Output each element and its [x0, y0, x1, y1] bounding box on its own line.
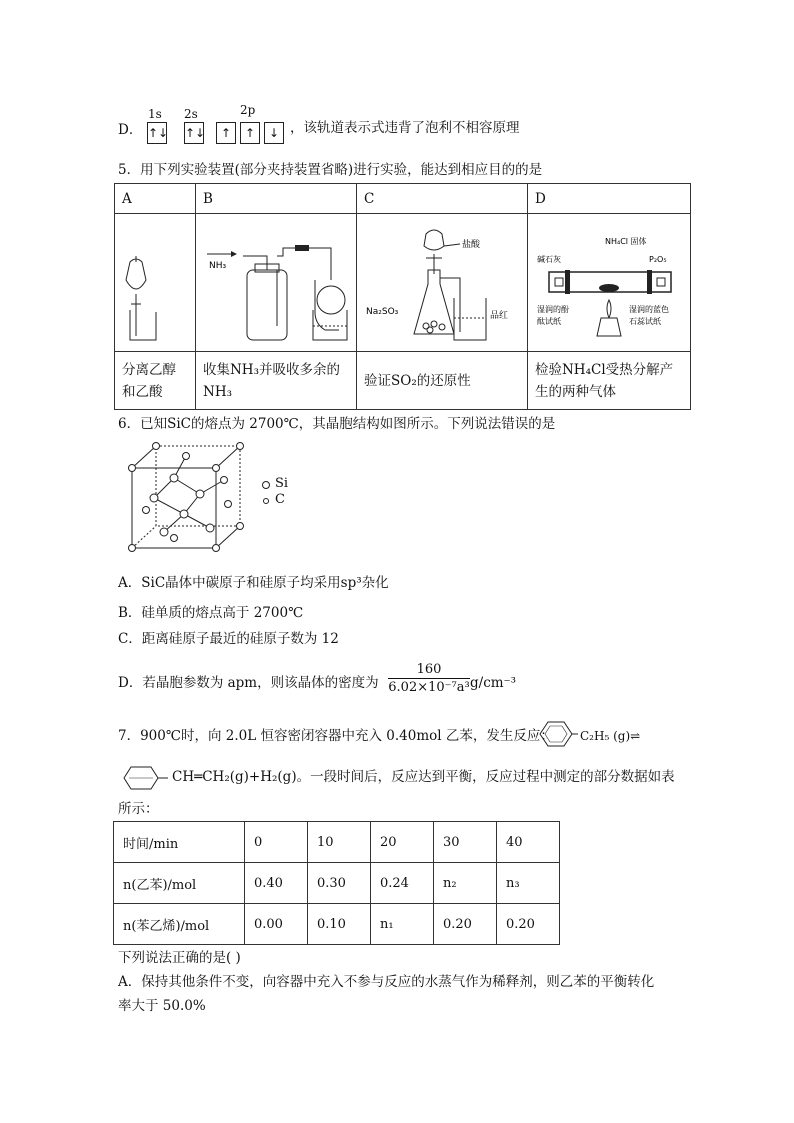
- orbital-box-1s: ↑↓: [147, 122, 167, 144]
- table-cell: 30: [434, 822, 497, 863]
- table-cell: 0.10: [308, 904, 371, 945]
- benzene-ring-icon: [532, 718, 578, 750]
- q7-stem-line1: 7．900℃时，向 2.0L 恒容密闭容器中充入 0.40mol 乙苯，发生反应：: [118, 728, 554, 744]
- separatory-funnel-diagram: [122, 214, 182, 344]
- table-cell: 时间/min: [114, 822, 245, 863]
- q5-header-c: C: [357, 184, 528, 214]
- table-cell: n₁: [371, 904, 434, 945]
- apparatus-a: [115, 214, 196, 352]
- legend-c: C: [275, 492, 285, 507]
- q5-purpose-c: 验证SO₂的还原性: [357, 352, 528, 410]
- table-cell: 0.30: [308, 863, 371, 904]
- d-phenol-label-1: 湿润的酚: [537, 305, 569, 314]
- orbital-2s-label: 2s: [184, 107, 198, 121]
- apparatus-b: [196, 214, 357, 352]
- q5-stem: 5．用下列实验装置(部分夹持装置省略)进行实验，能达到相应目的的是: [118, 162, 543, 178]
- q6-option-a: A．SiC晶体中碳原子和硅原子均采用sp³杂化: [118, 575, 389, 591]
- d-litmus-label-2: 石蕊试纸: [629, 317, 661, 326]
- table-cell: 0.24: [371, 863, 434, 904]
- table-cell: 0.20: [434, 904, 497, 945]
- orbital-box-2p3: ↓: [264, 122, 284, 144]
- table-cell: 40: [497, 822, 560, 863]
- d-sodalime-label: 碱石灰: [537, 255, 561, 264]
- ethylbenzene-formula: C₂H₅ (g)⇌: [580, 729, 641, 743]
- q7-data-table: [113, 821, 560, 945]
- q7-question: 下列说法正确的是( ): [118, 950, 241, 966]
- orbital-box-2p2: ↑: [240, 122, 260, 144]
- q6-option-b: B．硅单质的熔点高于 2700℃: [118, 605, 304, 621]
- c-hcl-label: 盐酸: [462, 240, 481, 250]
- q7-stem-line2: CH═CH₂(g)+H₂(g)。一段时间后，反应达到平衡，反应过程中测定的部分数据如表: [172, 769, 675, 785]
- styrene-ring-icon: [118, 764, 168, 792]
- q6-option-d-prefix: D．若晶胞参数为 apm，则该晶体的密度为: [118, 675, 379, 691]
- c-dye-label: 品红: [490, 311, 509, 321]
- table-cell: 0.00: [245, 904, 308, 945]
- d-nh4cl-label: NH₄Cl 固体: [605, 237, 647, 246]
- q5-table: [114, 183, 691, 410]
- q7-stem-line3: 所示：: [118, 801, 159, 817]
- orbital-box-2s: ↑↓: [184, 122, 204, 144]
- table-cell: 20: [371, 822, 434, 863]
- q6-stem: 6．已知SiC的熔点为 2700℃，其晶胞结构如图所示。下列说法错误的是: [118, 416, 556, 432]
- table-cell: n(乙苯)/mol: [114, 863, 245, 904]
- table-cell: n₃: [497, 863, 560, 904]
- density-fraction: [388, 662, 470, 697]
- q5-purpose-d: 检验NH₄Cl受热分解产生的两种气体: [528, 352, 691, 410]
- q5-header-b: B: [196, 184, 357, 214]
- c-na2so3-label: Na₂SO₃: [366, 307, 399, 317]
- apparatus-c: [357, 214, 528, 352]
- legend-si: Si: [275, 476, 289, 491]
- table-cell: n₂: [434, 863, 497, 904]
- d-litmus-label-1: 湿润的蓝色: [629, 305, 669, 314]
- orbital-2p-label: 2p: [240, 103, 256, 117]
- q6-option-d-unit: g/cm⁻³: [470, 675, 517, 691]
- gas-collection-diagram: [203, 214, 348, 344]
- density-numerator: 160: [416, 662, 442, 677]
- q4-option-d-label: D．: [118, 122, 143, 138]
- table-cell: 0.40: [245, 863, 308, 904]
- d-phenol-label-2: 酞试纸: [537, 317, 561, 326]
- sic-crystal-cell-diagram: [124, 438, 254, 556]
- q7-option-a-line2: 率大于 50.0%: [118, 998, 206, 1014]
- q6-option-c: C．距离硅原子最近的硅原子数为 12: [118, 631, 339, 647]
- density-denominator: 6.02×10⁻⁷a³: [388, 680, 470, 695]
- table-cell: 0.20: [497, 904, 560, 945]
- q7-option-a-line1: A．保持其他条件不变，向容器中充入不参与反应的水蒸气作为稀释剂，则乙苯的平衡转化: [118, 974, 655, 990]
- orbital-1s-label: 1s: [148, 107, 162, 121]
- table-cell: 10: [308, 822, 371, 863]
- table-cell: n(苯乙烯)/mol: [114, 904, 245, 945]
- orbital-box-2p1: ↑: [216, 122, 236, 144]
- apparatus-d: [528, 214, 691, 352]
- q5-header-a: A: [115, 184, 196, 214]
- so2-generation-diagram: [364, 214, 514, 344]
- table-cell: 0: [245, 822, 308, 863]
- d-p2o5-label: P₂O₅: [649, 255, 667, 264]
- q5-purpose-a: 分离乙醇和乙酸: [115, 352, 196, 410]
- q4-option-d-text: ，该轨道表示式违背了泡利不相容原理: [290, 120, 520, 136]
- q5-header-d: D: [528, 184, 691, 214]
- decomposition-diagram: [535, 214, 683, 344]
- q5-purpose-b: 收集NH₃并吸收多余的NH₃: [196, 352, 357, 410]
- b-nh3-label: NH₃: [209, 261, 227, 271]
